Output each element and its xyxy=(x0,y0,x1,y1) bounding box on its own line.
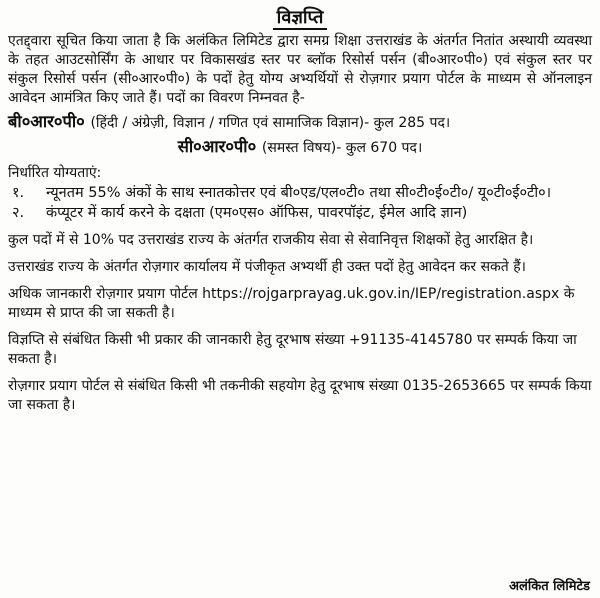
intro-paragraph: एतद्द्वारा सूचित किया जाता है कि अलंकित लिमिटेड द्वारा समग्र शिक्षा उत्तराखंड के अंतर्गत नितांत अस्थायी व्यवस्था के तहत आउटसोर्सिंग के आधार पर विकासखंड स्तर पर ब्लॉक रिसोर्स पर्सन (बी०आर०पी०) एवं संकुल स्तर पर संकुल रिसोर्स पर्सन (सी०आर०पी०) के पदों हेतु योग्य अभ्यर्थियों से रोज़गार प्रयाग पोर्टल के माध्यम से ऑनलाइन आवेदन आमंत्रित किए जाते हैं। पदों का विवरण निम्नवत है- xyxy=(8,33,592,106)
qualifications-heading: निर्धारित योग्यताएं: xyxy=(8,165,102,181)
reservation-paragraph: कुल पदों में से 10% पद उत्तराखंड राज्य के अंतर्गत राजकीय सेवा से सेवानिवृत्त शिक्षकों हेतु आरक्षित है। xyxy=(8,232,534,248)
portal-url: https://rojgarprayag.uk.gov.in/IEP/registration.aspx xyxy=(202,286,560,302)
support-paragraph: रोज़गार प्रयाग पोर्टल से संबंधित किसी भी तकनीकी सहयोग हेतु दूरभाष संख्या 0135-2653665 पर सम्पर्क किया जा सकता है। xyxy=(8,378,592,413)
qualification-text: कंप्यूटर में कार्य करने के दक्षता (एम०एस० ऑफिस, पावरपॉइंट, ईमेल आदि ज्ञान) xyxy=(46,205,468,221)
crp-count: - कुल 670 पद। xyxy=(336,140,423,156)
qualification-number: १. xyxy=(12,185,25,201)
brp-count: - कुल 285 पद। xyxy=(364,115,451,131)
eligibility-paragraph: उत्तराखंड राज्य के अंतर्गत रोज़गार कार्यालय में पंजीकृत अभ्यर्थी ही उक्त पदों हेतु आवेदन कर सकते हैं। xyxy=(8,259,526,275)
qualification-text: न्यूनतम 55% अंकों के साथ स्नातकोत्तर एवं बी०एड/एल०टी० तथा सी०टी०ई०टी०/ यू०टी०ई०टी०। xyxy=(46,185,552,201)
info-paragraph xyxy=(8,285,592,323)
brp-title: बी०आर०पी० xyxy=(8,112,85,131)
qualification-number: २. xyxy=(12,205,25,221)
qualification-item xyxy=(8,203,592,223)
info-suffix: के माध्यम से प्राप्त की जा सकती है। xyxy=(8,286,575,321)
info-prefix: अधिक जानकारी रोज़गार प्रयाग पोर्टल xyxy=(8,286,198,302)
qualification-item xyxy=(8,183,592,203)
brp-line xyxy=(8,110,592,135)
contact-paragraph: विज्ञप्ति से संबंधित किसी भी प्रकार की जानकारी हेतु दूरभाष संख्या +91135-4145780 पर सम्पर्क किया जा सकता है। xyxy=(8,332,577,367)
brp-subjects: (हिंदी / अंग्रेज़ी, विज्ञान / गणित एवं सामाजिक विज्ञान) xyxy=(90,115,365,131)
crp-line xyxy=(8,135,592,160)
company-signoff: अलंकित लिमिटेड xyxy=(509,579,590,594)
notice-title: विज्ञप्ति xyxy=(8,6,592,30)
crp-subjects: (समस्त विषय) xyxy=(261,140,337,156)
crp-title: सी०आर०पी० xyxy=(177,137,257,156)
